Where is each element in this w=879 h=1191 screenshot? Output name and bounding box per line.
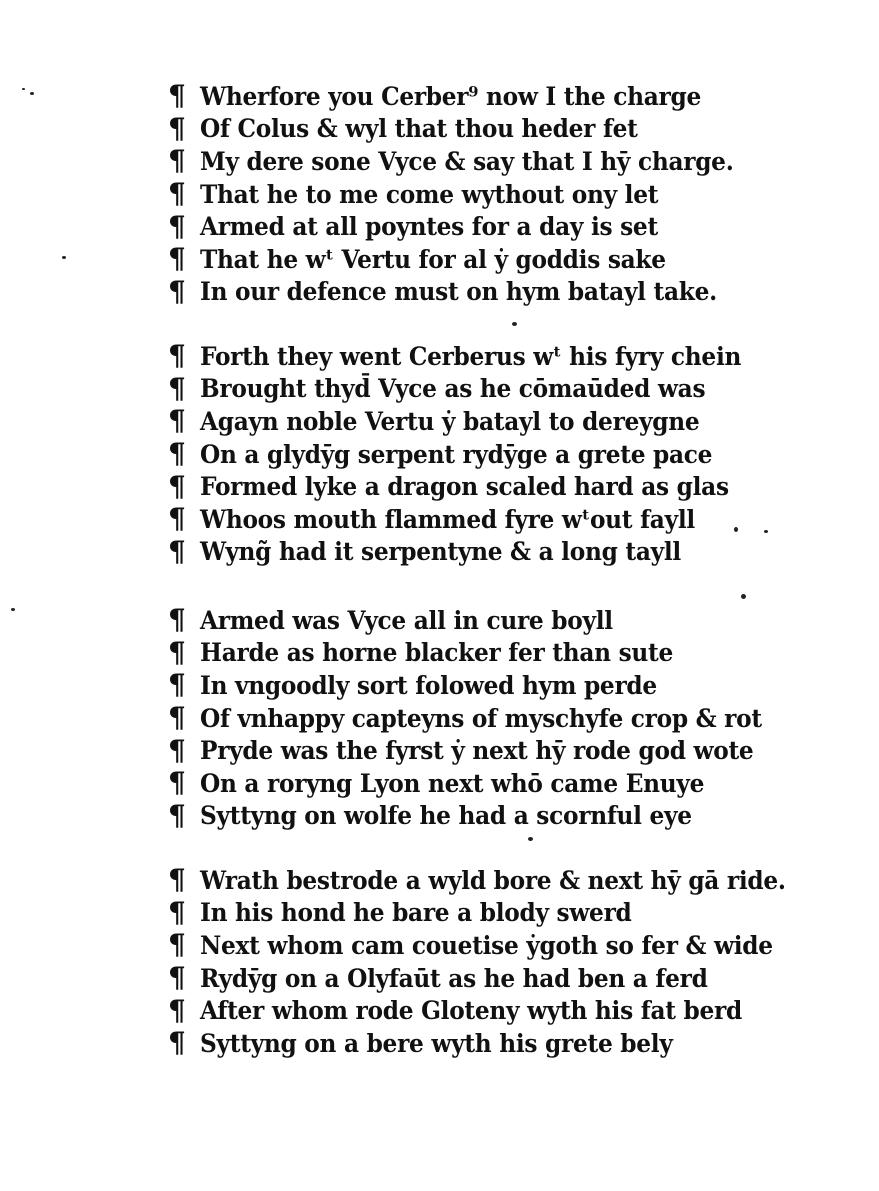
- scan-speck: [741, 594, 746, 599]
- verse-line: [168, 637, 768, 670]
- pilcrow-icon: ¶: [168, 371, 186, 405]
- pilcrow-icon: ¶: [168, 177, 186, 211]
- pilcrow-icon: ¶: [168, 242, 186, 276]
- pilcrow-icon: ¶: [168, 437, 186, 471]
- pilcrow-icon: ¶: [168, 79, 186, 113]
- verse-line: [168, 928, 773, 962]
- verse-line: [168, 767, 768, 800]
- scan-speck: [528, 837, 533, 841]
- pilcrow-icon: ¶: [168, 404, 186, 438]
- verse-text: Forth they went Cerberus wᵗ his fyry chein: [200, 341, 742, 371]
- verse-line: [168, 863, 786, 897]
- pilcrow-icon: ¶: [168, 603, 186, 637]
- scan-speck: [62, 256, 66, 259]
- pilcrow-icon: ¶: [168, 993, 186, 1027]
- verse-line: [168, 1027, 768, 1060]
- verse-text: Armed was Vyce all in cure boyll: [200, 605, 613, 635]
- pilcrow-icon: ¶: [168, 733, 186, 767]
- verse-text: Wherfore you Cerber⁹ now I the charge: [200, 81, 701, 111]
- pilcrow-icon: ¶: [168, 961, 186, 995]
- pilcrow-icon: ¶: [168, 502, 186, 536]
- scan-speck: [22, 88, 25, 90]
- scan-speck: [512, 322, 517, 326]
- pilcrow-icon: ¶: [168, 863, 186, 897]
- verse-text: My dere sone Vyce & say that I hȳ charge.: [200, 146, 734, 176]
- verse-line: [168, 470, 768, 503]
- verse-line: [168, 994, 768, 1027]
- verse-line: [168, 80, 768, 113]
- scan-speck: [11, 608, 15, 611]
- pilcrow-icon: ¶: [168, 766, 186, 800]
- verse-text: On a glydȳg serpent rydȳge a grete pace: [200, 439, 713, 469]
- verse-line: [168, 800, 768, 833]
- verse-text: Syttyng on a bere wyth his grete bely: [200, 1028, 673, 1058]
- verse-text: Agayn noble Vertu ẏ batayl to dereygne: [200, 406, 700, 436]
- verse-text: Armed at all poyntes for a day is set: [200, 212, 658, 242]
- verse-text: Wyng̃ had it serpentyne & a long tayll: [200, 537, 681, 567]
- pilcrow-icon: ¶: [168, 274, 186, 308]
- verse-line: [168, 276, 768, 309]
- verse-text: Harde as horne blacker fer than sute: [200, 638, 674, 668]
- verse-text: Syttyng on wolfe he had a scornful eye: [200, 801, 692, 831]
- scan-speck: [30, 92, 34, 95]
- stanza-3: [168, 604, 768, 832]
- verse-text: Rydȳg on a Olyfaūt as he had ben a ferd: [200, 963, 708, 993]
- verse-text: That he to me come wythout ony let: [200, 179, 659, 209]
- verse-line: [168, 734, 768, 767]
- verse-line: [168, 604, 768, 637]
- pilcrow-icon: ¶: [168, 701, 186, 735]
- verse-line: [168, 503, 768, 536]
- pilcrow-icon: ¶: [168, 339, 186, 373]
- pilcrow-icon: ¶: [168, 144, 186, 178]
- verse-text: In our defence must on hym batayl take.: [200, 277, 717, 307]
- verse-text: Whoos mouth flammed fyre wᵗout fayll: [200, 504, 695, 534]
- pilcrow-icon: ¶: [168, 209, 186, 243]
- verse-text: Brought thyd̄ Vyce as he cōmaūded was: [200, 374, 706, 404]
- pilcrow-icon: ¶: [168, 534, 186, 568]
- verse-text: Pryde was the fyrst ẏ next hȳ rode god wote: [200, 736, 754, 766]
- verse-line: [168, 210, 768, 243]
- verse-text: On a roryng Lyon next whō came Enuye: [200, 768, 705, 798]
- verse-text: In vngoodly sort folowed hym perde: [200, 670, 657, 700]
- verse-text: Next whom cam couetise ẏgoth so fer & wide: [200, 930, 773, 960]
- verse-line: [168, 405, 768, 438]
- pilcrow-icon: ¶: [168, 111, 186, 145]
- verse-line: [168, 897, 768, 930]
- verse-line: [168, 243, 768, 276]
- pilcrow-icon: ¶: [168, 928, 186, 962]
- verse-text: Formed lyke a dragon scaled hard as glas: [200, 472, 729, 502]
- verse-line: [168, 373, 768, 406]
- verse-line: [168, 340, 768, 373]
- verse-line: [168, 702, 768, 735]
- stanza-4: [168, 863, 786, 1060]
- pilcrow-icon: ¶: [168, 895, 186, 929]
- verse-text: That he wᵗ Vertu for al ẏ goddis sake: [200, 244, 666, 274]
- verse-line: [168, 178, 768, 211]
- pilcrow-icon: ¶: [168, 469, 186, 503]
- verse-text: In his hond he bare a blody swerd: [200, 898, 632, 928]
- pilcrow-icon: ¶: [168, 798, 186, 832]
- stanza-1: [168, 80, 768, 308]
- verse-text: After whom rode Gloteny wyth his fat berd: [200, 996, 742, 1026]
- verse-text: Of Colus & wyl that thou heder fet: [200, 114, 638, 144]
- pilcrow-icon: ¶: [168, 668, 186, 702]
- verse-text: Of vnhappy capteyns of myschyfe crop & rot: [200, 703, 762, 733]
- verse-text: Wrath bestrode a wyld bore & next hȳ gā ride.: [200, 865, 786, 895]
- pilcrow-icon: ¶: [168, 635, 186, 669]
- verse-line: [168, 113, 768, 146]
- pilcrow-icon: ¶: [168, 1026, 186, 1060]
- verse-line: [168, 962, 768, 995]
- stanza-2: [168, 340, 768, 568]
- verse-line: [168, 669, 768, 702]
- verse-line: [168, 438, 768, 471]
- verse-line: [168, 145, 768, 178]
- verse-line: [168, 536, 768, 569]
